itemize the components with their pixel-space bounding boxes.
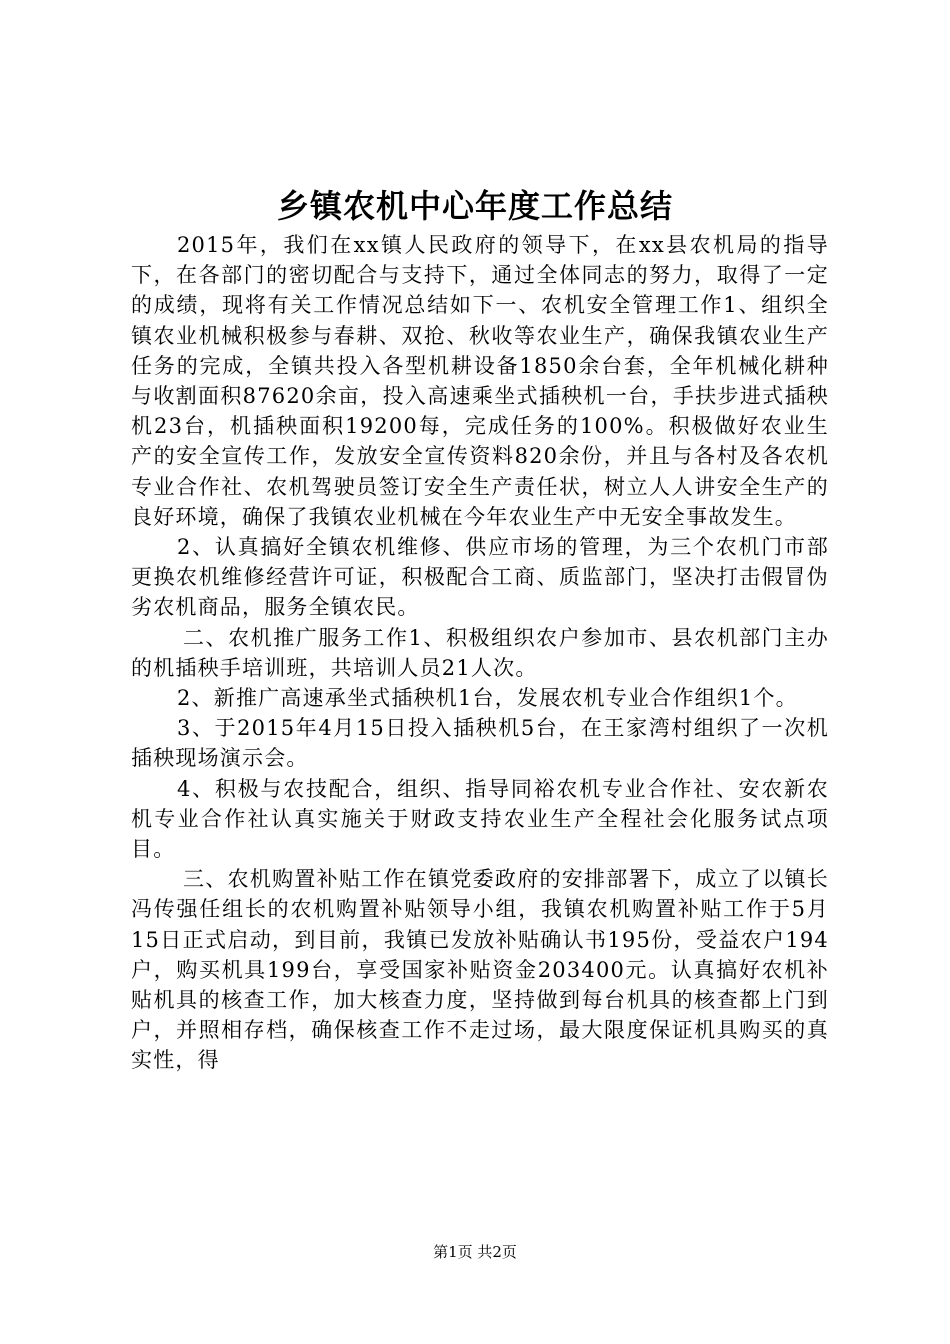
- document-body: [131, 230, 829, 1076]
- document-title: 乡镇农机中心年度工作总结: [276, 187, 673, 225]
- paragraph-promotion-service: 二、农机推广服务工作1、积极组织农户参加市、县农机部门主办的机插秧手培训班，共培训人员21人次。: [131, 625, 829, 680]
- paragraph-repair-market: 2、认真搞好全镇农机维修、供应市场的管理，为三个农机门市部更换农机维修经营许可证，积极配合工商、质监部门，坚决打击假冒伪劣农机商品，服务全镇农民。: [131, 535, 829, 620]
- paragraph-intro-safety: 2015年，我们在xx镇人民政府的领导下，在xx县农机局的指导下，在各部门的密切配合与支持下，通过全体同志的努力，取得了一定的成绩，现将有关工作情况总结如下一、农机安全管理工作1、组织全镇农业机械积极参与春耕、双抢、秋收等农业生产，确保我镇农业生产任务的完成，全镇共投入各型机耕设备1850余台套，全年机械化耕种与收割面积87620余亩，投入高速乘坐式插秧机一台，手扶步进式插秧机23台，机插秧面积19200每，完成任务的100%。积极做好农业生产的安全宣传工作，发放安全宣传资料820余份，并且与各村及各农机专业合作社、农机驾驶员签订安全生产责任状，树立人人讲安全生产的良好环境，确保了我镇农业机械在今年农业生产中无安全事故发生。: [131, 233, 829, 529]
- paragraph-cooperatives: 4、积极与农技配合，组织、指导同裕农机专业合作社、安农新农机专业合作社认真实施关于财政支持农业生产全程社会化服务试点项目。: [131, 776, 829, 862]
- paragraph-demonstration: 3、于2015年4月15日投入插秧机5台，在王家湾村组织了一次机插秧现场演示会。: [131, 716, 829, 771]
- page-number: 第1页 共2页: [433, 1243, 517, 1261]
- paragraph-new-transplanter: 2、新推广高速承坐式插秧机1台，发展农机专业合作组织1个。: [177, 686, 798, 711]
- paragraph-purchase-subsidy: 三、农机购置补贴工作在镇党委政府的安排部署下，成立了以镇长冯传强任组长的农机购置补贴领导小组，我镇农机购置补贴工作于5月15日正式启动，到目前，我镇已发放补贴确认书195份，受益农户194户，购买机具199台，享受国家补贴资金203400元。认真搞好农机补贴机具的核查工作，加大核查力度，坚持做到每台机具的核查都上门到户，并照相存档，确保核查工作不走过场，最大限度保证机具购买的真实性，得: [131, 867, 829, 1073]
